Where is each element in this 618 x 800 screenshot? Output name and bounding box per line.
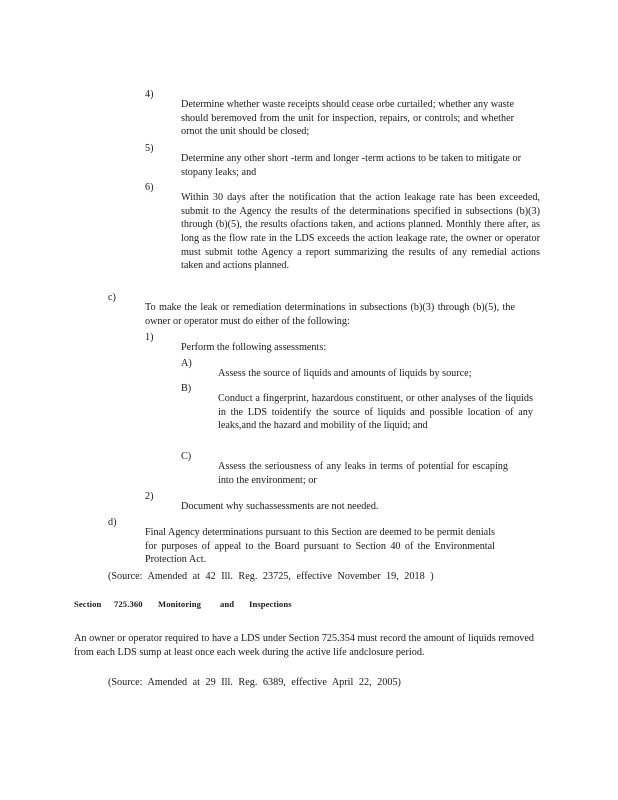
item-c-text: To make the leak or remediation determinations in subsections (b)(3) through (b)(5), the owner or operator must do either of the following:	[145, 302, 515, 327]
item-c2-text: Document why suchassessments are not needed.	[181, 501, 379, 513]
item-b5-label: 5)	[145, 143, 154, 154]
item-cB-label: B)	[181, 383, 192, 394]
source-note-2: (Source: Amended at 29 Ill. Reg. 6389, effective April 22, 2005)	[108, 677, 401, 688]
section-heading	[74, 598, 374, 612]
item-d-label: d)	[108, 517, 117, 528]
item-b6-text: Within 30 days after the notification that the action leakage rate has been exceeded, submit to the Agency the results of the determinations specified in subsections (b)(3) through (b)(5), the results ofactions taken, and actions planned. Monthly there after, as long as the flow rate in the LDS exceeds the action leakage rate, the owner or operator must submit tothe Agency a report summarizing the results of any remedial actions taken and actions planned.	[181, 192, 540, 272]
item-cB-text: Conduct a fingerprint, hazardous constituent, or other analyses of the liquids in the LDS toidentify the source of liquids and possible location of any leaks,and the hazard and mobility of the liquid; and	[218, 393, 533, 432]
item-b5-text: Determine any other short -term and longer -term actions to be taken to mitigate or stopany leaks; and	[181, 153, 521, 178]
section-number: 725.360	[114, 599, 143, 609]
item-c2-label: 2)	[145, 491, 154, 502]
item-cA-label: A)	[181, 358, 192, 369]
item-b6-label: 6)	[145, 182, 154, 193]
section-title-word-1: Monitoring	[158, 599, 202, 609]
section-title-word-2: and	[220, 599, 235, 609]
item-c1-label: 1)	[145, 332, 154, 343]
item-cC-text: Assess the seriousness of any leaks in terms of potential for escaping into the environment; or	[218, 461, 508, 486]
item-cA-text: Assess the source of liquids and amounts of liquids by source;	[218, 368, 472, 380]
source-note-1: (Source: Amended at 42 Ill. Reg. 23725, effective November 19, 2018 )	[108, 571, 434, 582]
section-word: Section	[74, 599, 102, 609]
item-b4-label: 4)	[145, 89, 154, 100]
item-cC-label: C)	[181, 451, 192, 462]
section-body: An owner or operator required to have a LDS under Section 725.354 must record the amount of liquids removed from each LDS sump at least once each week during the active life andclosure period.	[74, 633, 534, 658]
item-d-text: Final Agency determinations pursuant to this Section are deemed to be permit denials for purposes of appeal to the Board pursuant to Section 40 of the Environmental Protection Act.	[145, 527, 495, 566]
section-title-word-3: Inspections	[249, 599, 292, 609]
item-c1-text: Perform the following assessments:	[181, 342, 327, 354]
item-c-label: c)	[108, 292, 116, 303]
item-b4-text: Determine whether waste receipts should cease orbe curtailed; whether any waste should beremoved from the unit for inspection, repairs, or controls; and whether ornot the unit should be closed;	[181, 99, 514, 138]
